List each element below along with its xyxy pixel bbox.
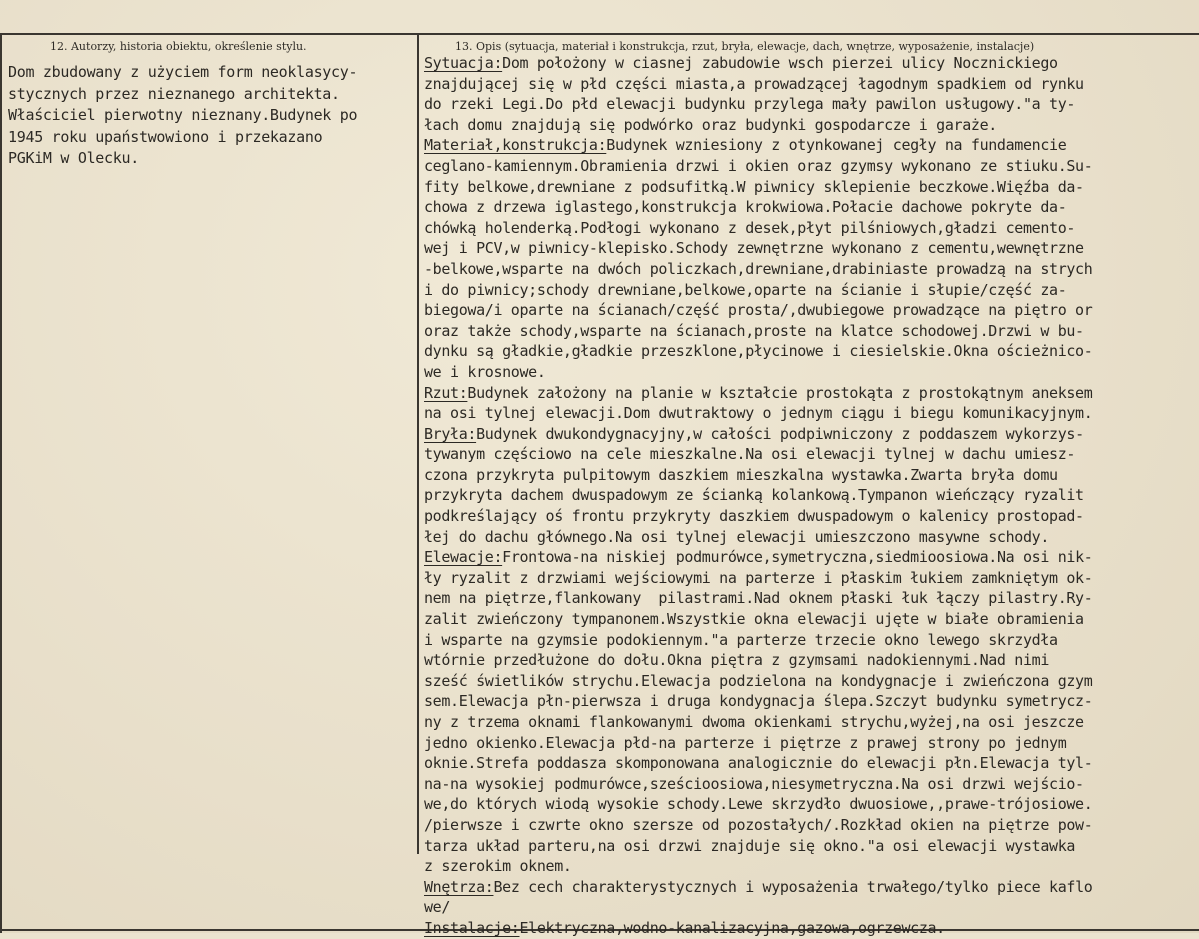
section-text: łej do dachu głównego.Na osi tylnej elewacji umieszczono masywne schody. xyxy=(424,527,1050,546)
description-line xyxy=(424,733,1199,754)
description-line xyxy=(424,197,1199,218)
section-text: biegowa/i oparte na ścianach/część prosta/,dwubiegowe prowadzące na piętro or xyxy=(424,301,1093,320)
description-line xyxy=(424,259,1199,280)
section-text: oknie.Strefa poddasza skomponowana analogicznie do elewacji płn.Elewacja tyl- xyxy=(424,754,1093,773)
description-line xyxy=(424,115,1199,136)
section-text: i wsparte na gzymsie podokiennym."a parterze trzecie okno lewego skrzydła xyxy=(424,630,1058,649)
description-line xyxy=(424,300,1199,321)
section-text: wej i PCV,w piwnicy-klepisko.Schody zewnętrzne wykonano z cementu,wewnętrzne xyxy=(424,239,1084,258)
section-12-heading: 12. Autorzy, historia obiektu, określenie stylu. xyxy=(50,40,307,53)
section-text: we i krosnowe. xyxy=(424,362,546,381)
description-line xyxy=(424,403,1199,424)
description-line xyxy=(424,527,1199,548)
description-line xyxy=(424,177,1199,198)
description-line xyxy=(424,156,1199,177)
description-line xyxy=(424,135,1199,156)
section-text: dynku są gładkie,gładkie przeszklone,płycinowe i ciesielskie.Okna ościeżnico- xyxy=(424,342,1093,361)
description-line xyxy=(424,836,1199,857)
description-line xyxy=(424,671,1199,692)
section-text: tywanym częściowo na cele mieszkalne.Na osi elewacji tylnej w dachu umiesz- xyxy=(424,445,1076,464)
description-line xyxy=(424,280,1199,301)
section-label: Elewacje: xyxy=(424,548,503,567)
section-text: wtórnie przedłużone do dołu.Okna piętra z gzymsami nadokiennymi.Nad nimi xyxy=(424,651,1050,670)
section-text: ceglano-kamiennym.Obramienia drzwi i okien oraz gzymsy wykonano ze stiuku.Su- xyxy=(424,156,1093,175)
section-text: czona przykryta pulpitowym daszkiem mieszkalna wystawka.Zwarta bryła domu xyxy=(424,465,1058,484)
description-line xyxy=(424,753,1199,774)
section-text: na osi tylnej elewacji.Dom dwutraktowy o jednym ciągu i biegu komunikacyjnym. xyxy=(424,404,1093,423)
description-line xyxy=(424,918,1199,939)
description-line xyxy=(424,691,1199,712)
description-line xyxy=(424,74,1199,95)
section-text: jedno okienko.Elewacja płd-na parterze i piętrze z prawej strony po jednym xyxy=(424,733,1067,752)
description-line xyxy=(424,877,1199,898)
section-label: Wnętrza: xyxy=(424,877,494,896)
description-line xyxy=(424,218,1199,239)
description-line xyxy=(424,383,1199,404)
section-text: sem.Elewacja płn-pierwsza i druga kondygnacja ślepa.Szczyt budynku symetrycz- xyxy=(424,692,1093,711)
description-line xyxy=(424,547,1199,568)
section-label: Sytuacja: xyxy=(424,54,503,72)
description-line xyxy=(424,630,1199,651)
section-label: Rzut: xyxy=(424,383,468,402)
section-text: zalit zwieńczony tympanonem.Wszystkie okna elewacji ujęte w białe obramienia xyxy=(424,610,1084,629)
description-line xyxy=(424,774,1199,795)
description-line xyxy=(424,94,1199,115)
section-text: Budynek dwukondygnacyjny,w całości podpiwniczony z poddaszem wykorzys- xyxy=(476,424,1084,443)
section-text: i do piwnicy;schody drewniane,belkowe,oparte na ścianie i słupie/część za- xyxy=(424,280,1067,299)
description-line xyxy=(424,856,1199,877)
section-text: na-na wysokiej podmurówce,sześcioosiowa,niesymetryczna.Na osi drzwi wejścio- xyxy=(424,774,1084,793)
section-text: tarza układ parteru,na osi drzwi znajduje się okno."a osi elewacji wystawka xyxy=(424,836,1076,855)
authors-history-text xyxy=(8,62,413,170)
section-text: chowa z drzewa iglastego,konstrukcja krokwiowa.Połacie dachowe pokryte da- xyxy=(424,198,1067,217)
description-line xyxy=(424,362,1199,383)
left-text-line: Właściciel pierwotny nieznany.Budynek po xyxy=(8,106,358,124)
section-text: ny z trzema oknami flankowanymi dwoma okienkami strychu,wyżej,na osi jeszcze xyxy=(424,713,1084,731)
column-divider xyxy=(417,34,419,854)
description-line xyxy=(424,794,1199,815)
description-line xyxy=(424,53,1199,74)
left-text-line: Dom zbudowany z użyciem form neoklasycy- xyxy=(8,63,358,81)
left-text-line: stycznych przez nieznanego architekta. xyxy=(8,84,340,103)
section-text: nem na piętrze,flankowany pilastrami.Nad oknem płaski łuk łączy pilastry.Ry- xyxy=(424,589,1093,608)
description-line xyxy=(424,897,1199,918)
description-line xyxy=(424,485,1199,506)
section-text: do rzeki Legi.Do płd elewacji budynku przylega mały pawilon usługowy."a ty- xyxy=(424,95,1076,114)
description-line xyxy=(424,424,1199,445)
description-line xyxy=(424,238,1199,259)
left-text-line: PGKiM w Olecku. xyxy=(8,149,139,167)
section-text: podkreślający oś frontu przykryty daszkiem dwuspadowym o kalenicy prostopad- xyxy=(424,507,1084,526)
section-text: Budynek założony na planie w kształcie prostokąta z prostokątnym aneksem xyxy=(467,383,1093,402)
section-text: Bez cech charakterystycznych i wyposażenia trwałego/tylko piece kaflo xyxy=(493,877,1093,896)
description-line xyxy=(424,506,1199,527)
section-text: Elektryczna,wodno-kanalizacyjna,gazowa,ogrzewcza. xyxy=(519,918,945,937)
section-text: ły ryzalit z drzwiami wejściowymi na parterze i płaskim łukiem zamkniętym ok- xyxy=(424,568,1093,587)
section-text: -belkowe,wsparte na dwóch policzkach,drewniane,drabiniaste prowadzą na strych xyxy=(424,259,1093,278)
description-line xyxy=(424,341,1199,362)
section-text: Dom położony w ciasnej zabudowie wsch pierzei ulicy Nocznickiego xyxy=(502,54,1058,72)
description-line xyxy=(424,465,1199,486)
description-line xyxy=(424,568,1199,589)
section-text: łach domu znajdują się podwórko oraz budynki gospodarcze i garaże. xyxy=(424,115,997,134)
section-text: Budynek wzniesiony z otynkowanej cegły na fundamencie xyxy=(606,136,1067,155)
left-border xyxy=(0,34,2,933)
section-text: we,do których wiodą wysokie schody.Lewe skrzydło dwuosiowe,,prawe-trójosiowe. xyxy=(424,795,1093,814)
description-line xyxy=(424,815,1199,836)
section-text: znajdującej się w płd części miasta,a prowadzącej łagodnym spadkiem od rynku xyxy=(424,74,1084,93)
section-label: Instalacje: xyxy=(424,918,520,937)
description-line xyxy=(424,444,1199,465)
section-13-heading: 13. Opis (sytuacja, materiał i konstrukcja, rzut, bryła, elewacje, dach, wnętrze, wyposażenie, instalacje) xyxy=(455,40,1035,53)
description-text xyxy=(424,53,1199,939)
section-text: fity belkowe,drewniane z podsufitką.W piwnicy sklepienie beczkowe.Więźba da- xyxy=(424,177,1084,196)
description-line xyxy=(424,609,1199,630)
section-text: Frontowa-na niskiej podmurówce,symetryczna,siedmioosiowa.Na osi nik- xyxy=(502,548,1093,567)
section-text: oraz także schody,wsparte na ścianach,proste na klatce schodowej.Drzwi w bu- xyxy=(424,321,1084,340)
description-line xyxy=(424,650,1199,671)
top-rule xyxy=(0,33,1199,35)
section-label: Materiał,konstrukcja: xyxy=(424,136,607,155)
description-line xyxy=(424,712,1199,733)
description-line xyxy=(424,588,1199,609)
left-text-line: 1945 roku upaństwowiono i przekazano xyxy=(8,127,323,146)
section-text: przykryta dachem dwuspadowym ze ścianką kolankową.Tympanon wieńczący ryzalit xyxy=(424,486,1084,505)
section-label: Bryła: xyxy=(424,424,477,443)
section-text: sześć świetlików strychu.Elewacja podzielona na kondygnacje i zwieńczona gzym xyxy=(424,671,1093,690)
section-text: /pierwsze i czwrte okno szersze od pozostałych/.Rozkład okien na piętrze pow- xyxy=(424,815,1093,834)
section-text: we/ xyxy=(424,898,451,917)
section-text: z szerokim oknem. xyxy=(424,857,572,876)
description-line xyxy=(424,321,1199,342)
section-text: chówką holenderką.Podłogi wykonano z desek,płyt pilśniowych,gładzi cemento- xyxy=(424,218,1076,237)
